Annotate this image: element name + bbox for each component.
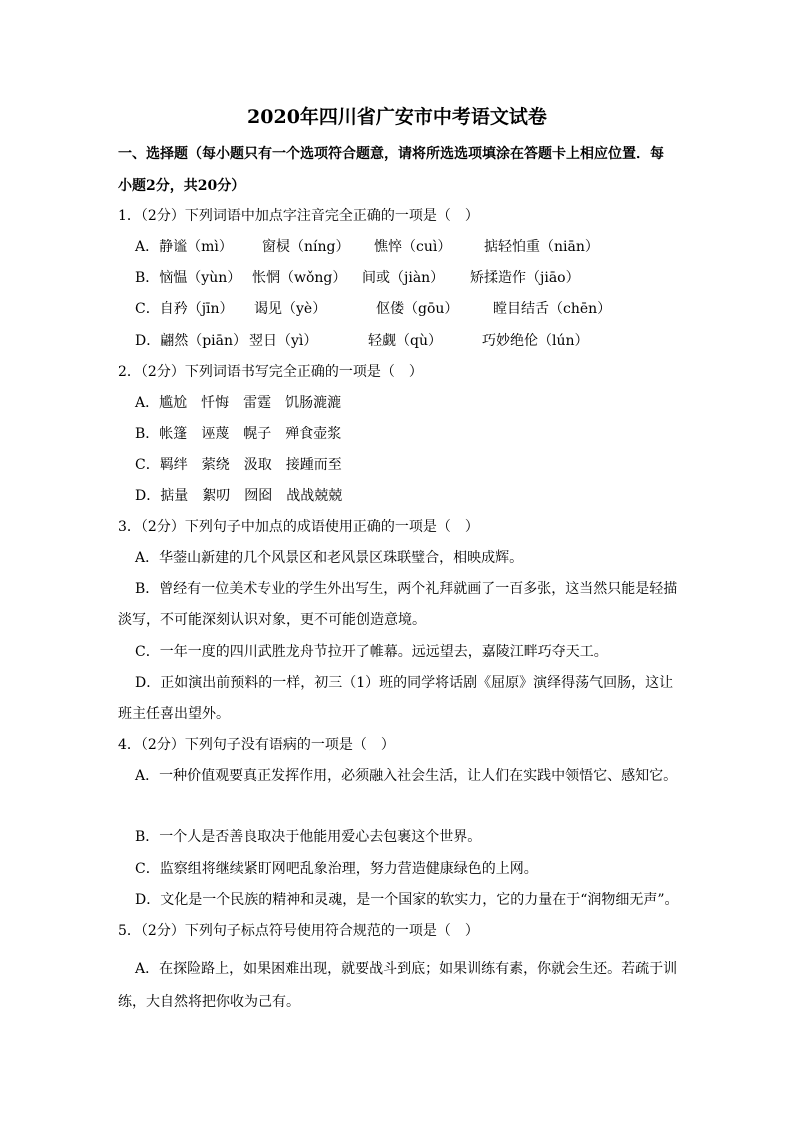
question-1-option-c bbox=[135, 299, 611, 319]
question-2-option-b: B．帐篷 诬蔑 幌子 殚食壶浆 bbox=[135, 426, 342, 442]
question-3-option-d: D．正如演出前预料的一样，初三（1）班的同学将话剧《屈原》演绎得荡气回肠，这让 bbox=[135, 675, 674, 691]
option-part: D．翩然（piān） bbox=[135, 333, 248, 349]
question-4-stem: 4．（2分）下列句子没有语病的一项是（ ） bbox=[118, 737, 395, 753]
section-heading-line-2: 小题2分，共20分） bbox=[118, 178, 246, 194]
option-part: 憔悴（cuì） bbox=[374, 239, 452, 255]
option-part: 巧妙绝伦（lún） bbox=[482, 333, 589, 349]
question-2-option-d: D．掂量 絮叨 囫囵 战战兢兢 bbox=[135, 488, 343, 504]
question-3-option-d-continued: 班主任喜出望外。 bbox=[118, 706, 230, 722]
question-4-option-b: B．一个人是否善良取决于他能用爱心去包裹这个世界。 bbox=[135, 829, 482, 845]
question-1-stem: 1．（2分）下列词语中加点字注音完全正确的一项是（ ） bbox=[118, 208, 479, 224]
question-4-option-c: C．监察组将继续紧盯网吧乱象治理，努力营造健康绿色的上网。 bbox=[135, 861, 538, 877]
option-part: B．恼愠（yùn） bbox=[135, 270, 242, 286]
question-4-option-a: A．一种价值观要真正发挥作用，必须融入社会生活，让人们在实践中领悟它、感知它。 bbox=[135, 768, 678, 784]
option-part: 瞠目结舌（chēn） bbox=[493, 301, 612, 317]
question-3-option-b: B．曾经有一位美术专业的学生外出写生，两个礼拜就画了一百多张，这当然只能是轻描 bbox=[135, 581, 678, 597]
question-2-option-c: C．羁绊 萦绕 汲取 接踵而至 bbox=[135, 457, 342, 473]
question-1-option-b bbox=[135, 268, 580, 288]
option-part: 伛偻（gōu） bbox=[376, 301, 459, 317]
question-5-stem: 5．（2分）下列句子标点符号使用符合规范的一项是（ ） bbox=[118, 923, 479, 939]
option-part: C．自矜（jīn） bbox=[135, 301, 234, 317]
question-2-stem: 2．（2分）下列词语书写完全正确的一项是（ ） bbox=[118, 364, 423, 380]
question-1-option-a bbox=[135, 237, 599, 257]
option-part: 轻觑（qù） bbox=[368, 333, 442, 349]
option-part: 翌日（yì） bbox=[249, 333, 318, 349]
question-3-option-b-continued: 淡写，不可能深刻认识对象，更不可能创造意境。 bbox=[118, 612, 426, 628]
question-3-option-a: A．华蓥山新建的几个风景区和老风景区珠联璧合，相映成辉。 bbox=[135, 550, 524, 566]
question-3-option-c: C．一年一度的四川武胜龙舟节拉开了帷幕。远远望去，嘉陵江畔巧夺天工。 bbox=[135, 644, 608, 660]
option-part: 谒见（yè） bbox=[254, 301, 327, 317]
option-part: 矫揉造作（jiāo） bbox=[470, 270, 580, 286]
question-4-option-d: D．文化是一个民族的精神和灵魂，是一个国家的软实力，它的力量在于“润物细无声”。 bbox=[135, 892, 679, 908]
question-2-option-a: A．尴尬 忏悔 雷霆 饥肠漉漉 bbox=[135, 395, 342, 411]
section-heading-line-1: 一、选择题（每小题只有一个选项符合题意，请将所选选项填涂在答题卡上相应位置．每 bbox=[118, 146, 664, 162]
option-part: 间或（jiàn） bbox=[362, 270, 445, 286]
page-title: 2020年四川省广安市中考语文试卷 bbox=[247, 106, 547, 128]
option-part: 窗棂（níng） bbox=[262, 239, 350, 255]
question-5-option-a-continued: 练，大自然将把你收为己有。 bbox=[118, 994, 300, 1010]
option-part: 怅惘（wǒng） bbox=[252, 270, 347, 286]
question-3-stem: 3．（2分）下列句子中加点的成语使用正确的一项是（ ） bbox=[118, 519, 479, 535]
question-5-option-a: A．在探险路上，如果困难出现，就要战斗到底；如果训练有素，你就会生还。若疏于训 bbox=[135, 961, 678, 977]
option-part: 掂轻怕重（niān） bbox=[484, 239, 599, 255]
question-1-option-d bbox=[135, 331, 589, 351]
option-part: A．静谧（mì） bbox=[135, 239, 233, 255]
